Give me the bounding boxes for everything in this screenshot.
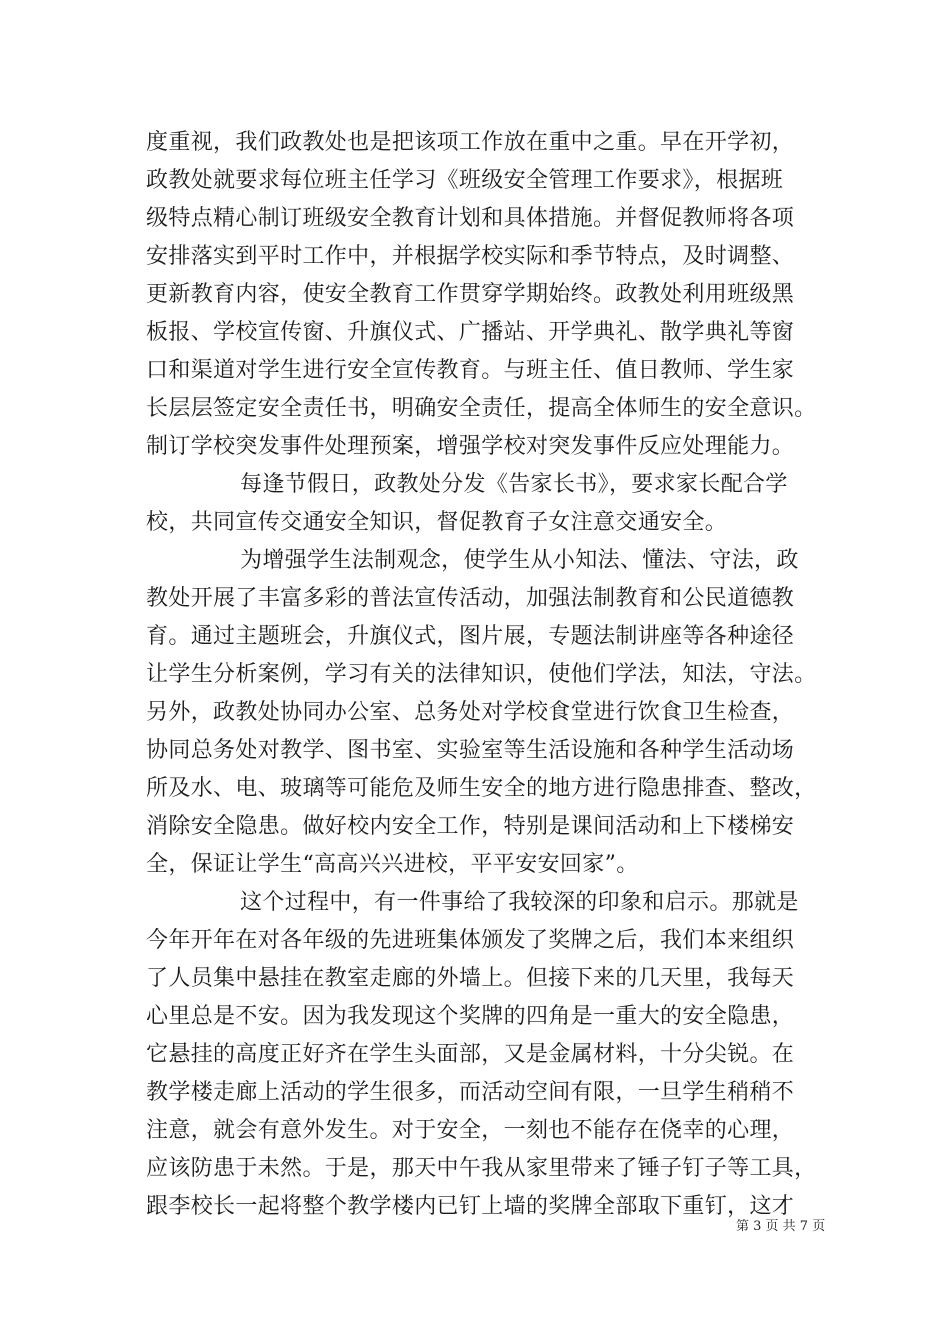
text-line: 育。通过主题班会，升旗仪式，图片展，专题法制讲座等各种途径 <box>146 624 795 649</box>
text-line: 了人员集中悬挂在教室走廊的外墙上。但接下来的几天里，我每天 <box>146 966 795 991</box>
text-line: 应该防患于未然。于是，那天中午我从家里带来了锤子钉子等工具， <box>146 1156 817 1181</box>
page-number-footer: 第 3 页 共 7 页 <box>736 1219 826 1234</box>
text-line: 教学楼走廊上活动的学生很多，而活动空间有限，一旦学生稍稍不 <box>146 1080 795 1105</box>
text-line: 所及水、电、玻璃等可能危及师生安全的地方进行隐患排查、整改， <box>146 776 817 801</box>
text-line: 级特点精心制订班级安全教育计划和具体措施。并督促教师将各项 <box>146 206 795 231</box>
text-line: 口和渠道对学生进行安全宣传教育。与班主任、值日教师、学生家 <box>146 358 795 383</box>
text-line: 更新教育内容，使安全教育工作贯穿学期始终。政教处利用班级黑 <box>146 282 795 307</box>
text-line: 校，共同宣传交通安全知识，督促教育子女注意交通安全。 <box>146 510 728 535</box>
text-line: 全，保证让学生“高高兴兴进校，平平安安回家”。 <box>146 852 639 877</box>
text-line: 板报、学校宣传窗、升旗仪式、广播站、开学典礼、散学典礼等窗 <box>146 320 795 345</box>
paragraph-first-line: 每逢节假日，政教处分发《告家长书》，要求家长配合学 <box>240 472 788 497</box>
text-line: 政教处就要求每位班主任学习《班级安全管理工作要求》，根据班 <box>146 168 784 193</box>
text-line: 另外，政教处协同办公室、总务处对学校食堂进行饮食卫生检查， <box>146 700 795 725</box>
text-line: 协同总务处对教学、图书室、实验室等生活设施和各种学生活动场 <box>146 738 795 763</box>
text-line: 度重视，我们政教处也是把该项工作放在重中之重。早在开学初， <box>146 130 795 155</box>
text-line: 制订学校突发事件处理预案，增强学校对突发事件反应处理能力。 <box>146 434 795 459</box>
text-line: 安排落实到平时工作中，并根据学校实际和季节特点，及时调整、 <box>146 244 795 269</box>
text-line: 它悬挂的高度正好齐在学生头面部，又是金属材料，十分尖锐。在 <box>146 1042 795 1067</box>
paragraph-first-line: 为增强学生法制观念，使学生从小知法、懂法、守法，政 <box>240 548 799 573</box>
text-line: 消除安全隐患。做好校内安全工作，特别是课间活动和上下楼梯安 <box>146 814 795 839</box>
text-line: 长层层签定安全责任书，明确安全责任，提高全体师生的安全意识。 <box>146 396 817 421</box>
text-line: 跟李校长一起将整个教学楼内已钉上墙的奖牌全部取下重钉，这才 <box>146 1194 795 1219</box>
text-line: 让学生分析案例，学习有关的法律知识，使他们学法，知法，守法。 <box>146 662 817 687</box>
text-line: 注意，就会有意外发生。对于安全，一刻也不能存在侥幸的心理， <box>146 1118 795 1143</box>
text-line: 心里总是不安。因为我发现这个奖牌的四角是一重大的安全隐患， <box>146 1004 795 1029</box>
paragraph-first-line: 这个过程中，有一件事给了我较深的印象和启示。那就是 <box>240 890 799 915</box>
text-line: 教处开展了丰富多彩的普法宣传活动，加强法制教育和公民道德教 <box>146 586 795 611</box>
text-line: 今年开年在对各年级的先进班集体颁发了奖牌之后，我们本来组织 <box>146 928 795 953</box>
